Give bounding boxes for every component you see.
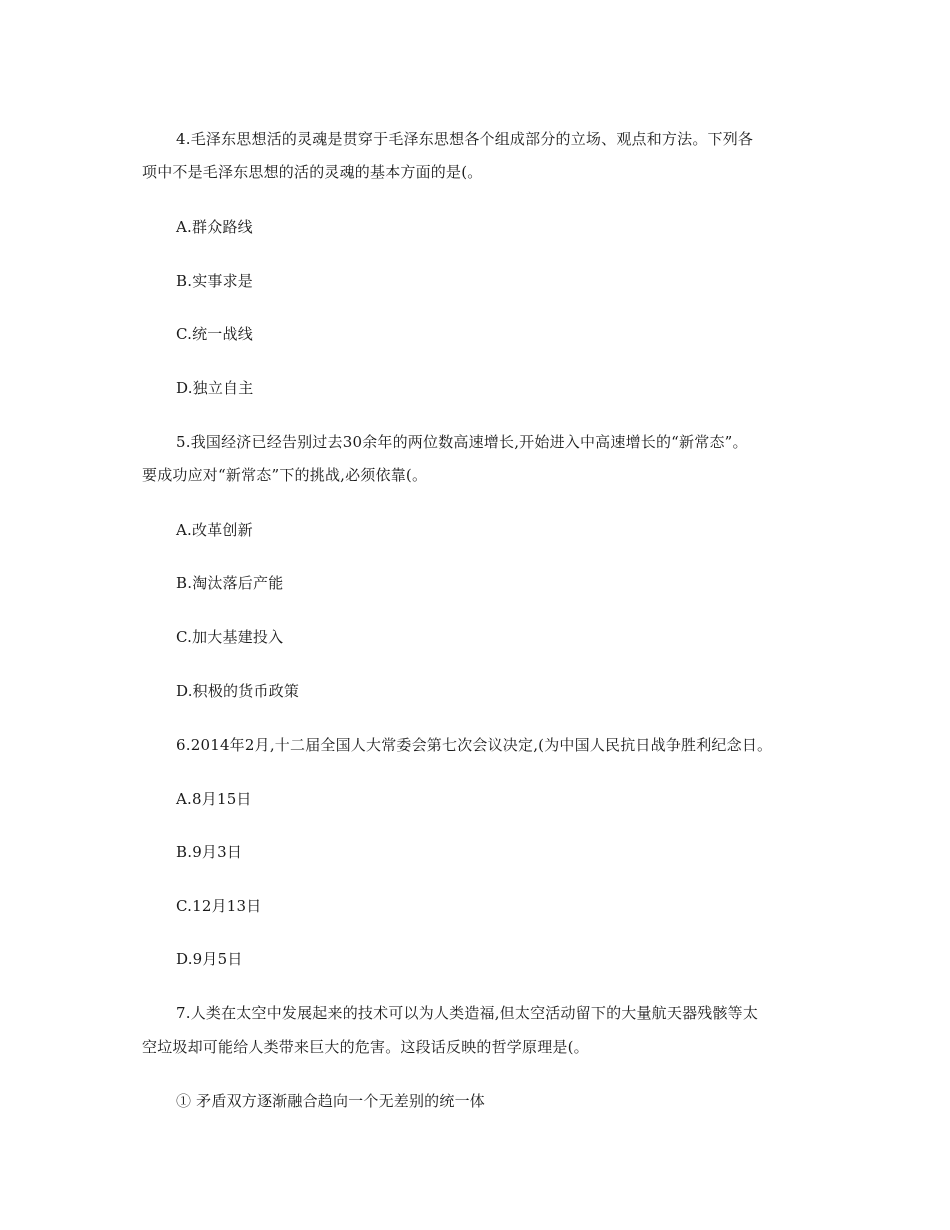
question-6-option-b: B.9月3日 — [176, 843, 243, 861]
question-4-stem-line-2: 项中不是毛泽东思想的活的灵魂的基本方面的是(。 — [142, 163, 483, 181]
question-5-option-b: B.淘汰落后产能 — [176, 574, 284, 592]
question-4-option-b: B.实事求是 — [176, 272, 253, 290]
question-4-stem-line-1: 4.毛泽东思想活的灵魂是贯穿于毛泽东思想各个组成部分的立场、观点和方法。下列各 — [176, 130, 754, 148]
question-7-option-1: ① 矛盾双方逐渐融合趋向一个无差别的统一体 — [176, 1092, 485, 1110]
question-7-stem-line-2: 空垃圾却可能给人类带来巨大的危害。这段话反映的哲学原理是(。 — [142, 1038, 589, 1056]
question-5-option-d: D.积极的货币政策 — [176, 682, 300, 700]
question-5-option-a: A.改革创新 — [176, 521, 253, 539]
question-4-option-d: D.独立自主 — [176, 379, 254, 397]
question-6-option-d: D.9月5日 — [176, 950, 243, 968]
question-4-option-a: A.群众路线 — [176, 218, 253, 236]
question-5-stem-line-1: 5.我国经济已经告别过去30余年的两位数高速增长,开始进入中高速增长的“新常态”。 — [176, 433, 748, 451]
question-7-stem-line-1: 7.人类在太空中发展起来的技术可以为人类造福,但太空活动留下的大量航天器残骸等太 — [176, 1004, 759, 1022]
question-6-option-a: A.8月15日 — [176, 790, 252, 808]
question-4-option-c: C.统一战线 — [176, 325, 253, 343]
question-5-stem-line-2: 要成功应对“新常态”下的挑战,必须依靠(。 — [142, 466, 428, 484]
question-6-option-c: C.12月13日 — [176, 897, 262, 915]
question-6-stem-line-1: 6.2014年2月,十二届全国人大常委会第七次会议决定,(为中国人民抗日战争胜利纪念日。 — [176, 736, 773, 754]
question-5-option-c: C.加大基建投入 — [176, 628, 284, 646]
